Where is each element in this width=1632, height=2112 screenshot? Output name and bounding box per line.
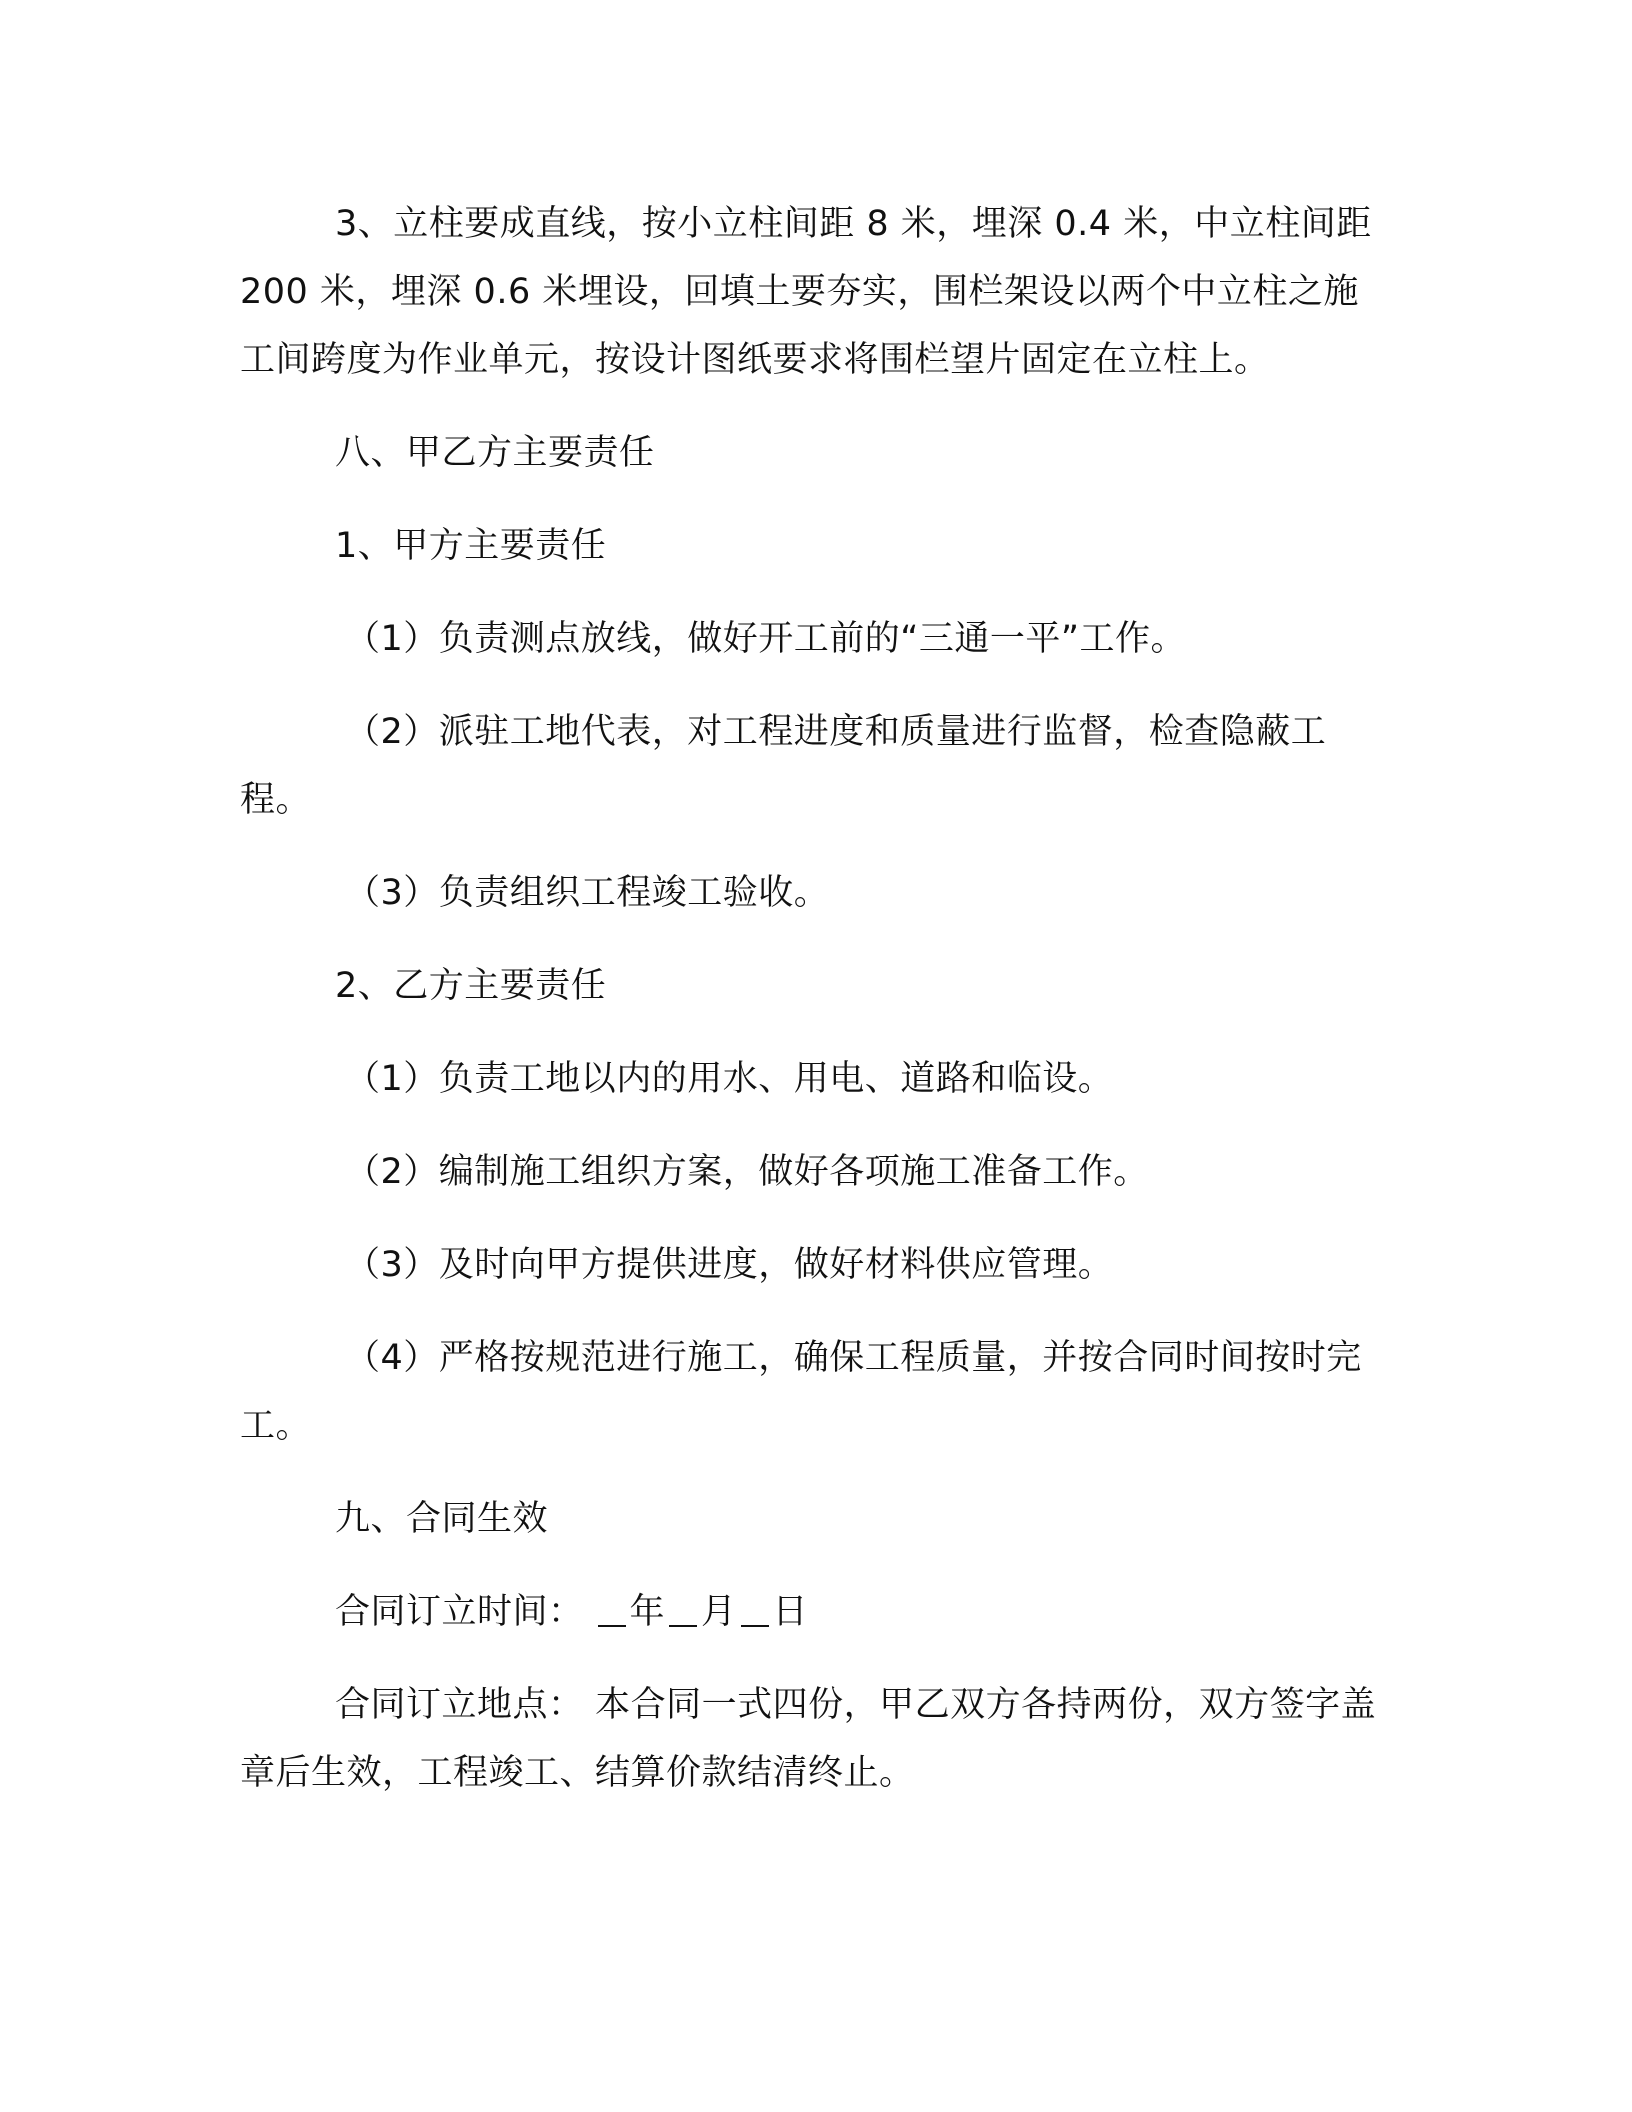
- party-a-item-1: （1）负责测点放线，做好开工前的“三通一平”工作。: [345, 619, 1187, 659]
- document-body: [240, 190, 1385, 1832]
- day-blank: [741, 1589, 769, 1627]
- party-b-item-2: （2）编制施工组织方案，做好各项施工准备工作。: [345, 1152, 1149, 1192]
- party-a-heading: 1、甲方主要责任: [335, 526, 607, 566]
- party-a-item-3: （3）负责组织工程竣工验收。: [345, 873, 830, 913]
- party-a-item-2: （2）派驻工地代表，对工程进度和质量进行监督，检查隐蔽工程。: [240, 712, 1327, 820]
- section-9-heading: 九、合同生效: [335, 1499, 549, 1539]
- month-blank: [669, 1589, 697, 1627]
- contract-place-paragraph: 合同订立地点： 本合同一式四份，甲乙双方各持两份，双方签字盖章后生效，工程竣工、结算价款结清终止。: [240, 1685, 1377, 1793]
- day-label: 日: [772, 1592, 809, 1632]
- party-b-item-1: （1）负责工地以内的用水、用电、道路和临设。: [345, 1059, 1114, 1099]
- section-8-heading: 八、甲乙方主要责任: [335, 433, 655, 473]
- contract-date-label: 合同订立时间：: [335, 1592, 584, 1632]
- party-b-item-4: （4）严格按规范进行施工，确保工程质量，并按合同时间按时完工。: [240, 1338, 1362, 1446]
- contract-date-line: [240, 1578, 1385, 1646]
- party-b-heading: 2、乙方主要责任: [335, 966, 607, 1006]
- paragraph-column-installation: 3、立柱要成直线，按小立柱间距 8 米，埋深 0.4 米，中立柱间距 200 米，埋深 0.6 米埋设，回填土要夯实，围栏架设以两个中立柱之施工间跨度为作业单元，按设计图纸要求将围栏望片固定在立柱上。: [240, 204, 1372, 380]
- year-label: 年: [629, 1592, 666, 1632]
- year-blank: [598, 1589, 626, 1627]
- party-b-item-3: （3）及时向甲方提供进度，做好材料供应管理。: [345, 1245, 1114, 1285]
- month-label: 月: [701, 1592, 737, 1632]
